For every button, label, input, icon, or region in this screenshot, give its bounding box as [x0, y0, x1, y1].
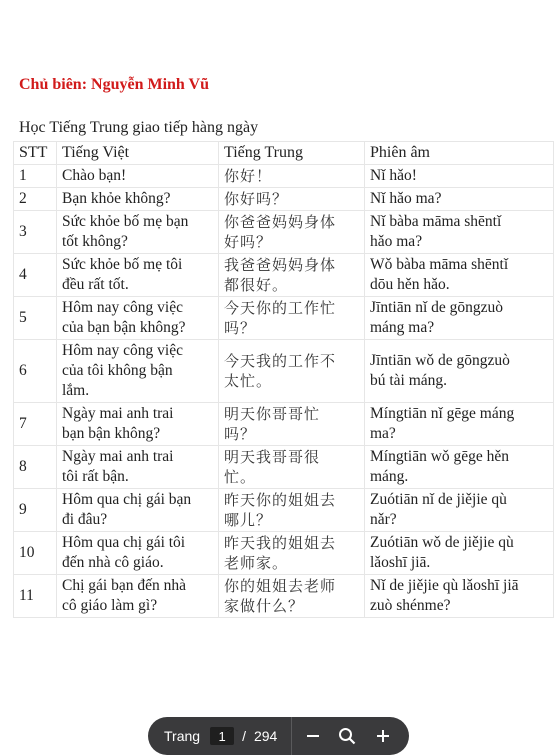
chinese-cell-line: 忙。 [224, 468, 257, 486]
page-separator: / [242, 728, 246, 744]
table-row [14, 165, 554, 188]
vietnamese-cell-line: cô giáo làm gì? [62, 597, 158, 614]
table-row [14, 403, 554, 446]
pinyin-cell-line: Míngtiān nǐ gēge máng [370, 405, 515, 422]
vietnamese-cell-line: Hôm nay công việc [62, 342, 183, 359]
vietnamese-cell-line: bạn bận không? [62, 425, 161, 442]
chinese-cell-line: 你好！ [224, 167, 273, 185]
zoom-in-button[interactable] [368, 721, 398, 751]
chinese-cell-line: 你好吗？ [224, 190, 289, 208]
search-icon [338, 727, 356, 745]
vietnamese-cell-line: Sức khỏe bố mẹ tôi [62, 256, 183, 273]
vietnamese-cell [57, 165, 219, 188]
row-number: 2 [14, 188, 57, 211]
chinese-cell [219, 165, 365, 188]
pinyin-cell [365, 188, 554, 211]
vietnamese-cell-line: của bạn bận không? [62, 319, 186, 336]
header-chinese: Tiếng Trung [219, 142, 365, 165]
pinyin-cell-line: Wǒ bàba māma shēntǐ [370, 256, 509, 273]
document-subtitle: Học Tiếng Trung giao tiếp hàng ngày [19, 119, 259, 136]
chinese-cell-line: 太忙。 [224, 372, 273, 390]
pinyin-cell [365, 297, 554, 340]
chinese-cell [219, 489, 365, 532]
vietnamese-cell-line: đến nhà cô giáo. [62, 554, 164, 571]
header-stt: STT [14, 142, 57, 165]
zoom-fit-button[interactable] [332, 721, 362, 751]
vietnamese-cell [57, 489, 219, 532]
chinese-cell-line: 你的姐姐去老师 [224, 577, 337, 595]
chinese-cell [219, 532, 365, 575]
vietnamese-cell [57, 575, 219, 618]
vietnamese-cell [57, 297, 219, 340]
pinyin-cell-line: Nǐ de jiějie qù lǎoshī jiā [370, 577, 519, 594]
table-row [14, 446, 554, 489]
pinyin-cell-line: Nǐ bàba māma shēntǐ [370, 213, 502, 230]
row-number: 10 [14, 532, 57, 575]
vietnamese-cell-line: Hôm qua chị gái tôi [62, 534, 186, 551]
pinyin-cell [365, 575, 554, 618]
vocabulary-table [13, 141, 554, 618]
vietnamese-cell-line: Ngày mai anh trai [62, 405, 174, 422]
vietnamese-cell-line: lắm. [62, 382, 90, 399]
vietnamese-cell [57, 254, 219, 297]
chinese-cell [219, 403, 365, 446]
pinyin-cell [365, 403, 554, 446]
row-number: 11 [14, 575, 57, 618]
pinyin-cell [365, 165, 554, 188]
chinese-cell-line: 明天你哥哥忙 [224, 405, 321, 423]
row-number: 7 [14, 403, 57, 446]
pinyin-cell-line: Nǐ hǎo! [370, 167, 417, 184]
table-row [14, 532, 554, 575]
chinese-cell-line: 明天我哥哥很 [224, 448, 321, 466]
chinese-cell-line: 今天我的工作不 [224, 352, 337, 370]
table-header-row [14, 142, 554, 165]
pinyin-cell-line: lǎoshī jiā. [370, 554, 431, 571]
pinyin-cell [365, 489, 554, 532]
pinyin-cell [365, 254, 554, 297]
pinyin-cell-line: dōu hěn hǎo. [370, 276, 450, 293]
chinese-cell-line: 都很好。 [224, 276, 289, 294]
table-row [14, 489, 554, 532]
row-number: 3 [14, 211, 57, 254]
pinyin-cell [365, 340, 554, 403]
vietnamese-cell-line: đều rất tốt. [62, 276, 129, 293]
vietnamese-cell-line: tôi rất bận. [62, 468, 129, 485]
pinyin-cell-line: zuò shénme? [370, 597, 451, 614]
vietnamese-cell [57, 340, 219, 403]
table-row [14, 211, 554, 254]
table-row [14, 340, 554, 403]
vietnamese-cell [57, 532, 219, 575]
table-row [14, 297, 554, 340]
editor-credit: Chủ biên: Nguyễn Minh Vũ [19, 76, 209, 93]
pinyin-cell-line: Jīntiān wǒ de gōngzuò [370, 352, 510, 369]
pinyin-cell-line: máng ma? [370, 319, 435, 336]
table-row [14, 254, 554, 297]
vietnamese-cell [57, 446, 219, 489]
vietnamese-cell [57, 403, 219, 446]
pinyin-cell-line: Míngtiān wǒ gēge hěn [370, 448, 510, 465]
total-pages: 294 [253, 728, 278, 744]
chinese-cell-line: 今天你的工作忙 [224, 299, 337, 317]
pinyin-cell [365, 211, 554, 254]
pinyin-cell-line: nǎr? [370, 511, 397, 528]
pinyin-cell [365, 532, 554, 575]
table-row [14, 188, 554, 211]
chinese-cell [219, 297, 365, 340]
chinese-cell-line: 吗？ [224, 425, 257, 443]
vietnamese-cell-line: của tôi không bận [62, 362, 173, 379]
chinese-cell-line: 好吗？ [224, 233, 273, 251]
vietnamese-cell [57, 188, 219, 211]
chinese-cell [219, 575, 365, 618]
row-number: 5 [14, 297, 57, 340]
chinese-cell-line: 吗？ [224, 319, 257, 337]
chinese-cell [219, 446, 365, 489]
pinyin-cell [365, 446, 554, 489]
chinese-cell-line: 昨天我的姐姐去 [224, 534, 337, 552]
chinese-cell [219, 211, 365, 254]
header-pinyin: Phiên âm [365, 142, 554, 165]
row-number: 6 [14, 340, 57, 403]
vietnamese-cell-line: Hôm nay công việc [62, 299, 183, 316]
row-number: 1 [14, 165, 57, 188]
chinese-cell-line: 老师家。 [224, 554, 289, 572]
vietnamese-cell [57, 211, 219, 254]
vietnamese-cell-line: đi đâu? [62, 511, 108, 528]
zoom-in-icon [375, 728, 391, 744]
pinyin-cell-line: bú tài máng. [370, 372, 448, 389]
chinese-cell [219, 254, 365, 297]
vietnamese-cell-line: Ngày mai anh trai [62, 448, 174, 465]
chinese-cell [219, 188, 365, 211]
vietnamese-cell-line: tốt không? [62, 233, 128, 250]
page-number-input[interactable] [210, 727, 234, 745]
pinyin-cell-line: Nǐ hǎo ma? [370, 190, 442, 207]
page-label: Trang [164, 728, 201, 744]
table-row [14, 575, 554, 618]
vietnamese-cell-line: Chị gái bạn đến nhà [62, 577, 186, 594]
chinese-cell-line: 哪儿？ [224, 511, 273, 529]
chinese-cell-line: 你爸爸妈妈身体 [224, 213, 337, 231]
row-number: 9 [14, 489, 57, 532]
vietnamese-cell-line: Hôm qua chị gái bạn [62, 491, 192, 508]
zoom-out-button[interactable] [298, 721, 328, 751]
row-number: 4 [14, 254, 57, 297]
vietnamese-cell-line: Chào bạn! [62, 167, 127, 184]
pinyin-cell-line: hǎo ma? [370, 233, 423, 250]
chinese-cell [219, 340, 365, 403]
chinese-cell-line: 我爸爸妈妈身体 [224, 256, 337, 274]
pinyin-cell-line: ma? [370, 425, 396, 442]
vietnamese-cell-line: Bạn khỏe không? [62, 190, 171, 207]
toolbar-divider [291, 717, 292, 755]
pinyin-cell-line: Zuótiān nǐ de jiějie qù [370, 491, 507, 508]
pinyin-cell-line: Jīntiān nǐ de gōngzuò [370, 299, 504, 316]
pinyin-cell-line: máng. [370, 468, 409, 485]
pinyin-cell-line: Zuótiān wǒ de jiějie qù [370, 534, 514, 551]
chinese-cell-line: 家做什么？ [224, 597, 305, 615]
row-number: 8 [14, 446, 57, 489]
chinese-cell-line: 昨天你的姐姐去 [224, 491, 337, 509]
header-vietnamese: Tiếng Việt [57, 142, 219, 165]
vietnamese-cell-line: Sức khỏe bố mẹ bạn [62, 213, 189, 230]
zoom-out-icon [305, 728, 321, 744]
pdf-page-toolbar [148, 717, 409, 755]
